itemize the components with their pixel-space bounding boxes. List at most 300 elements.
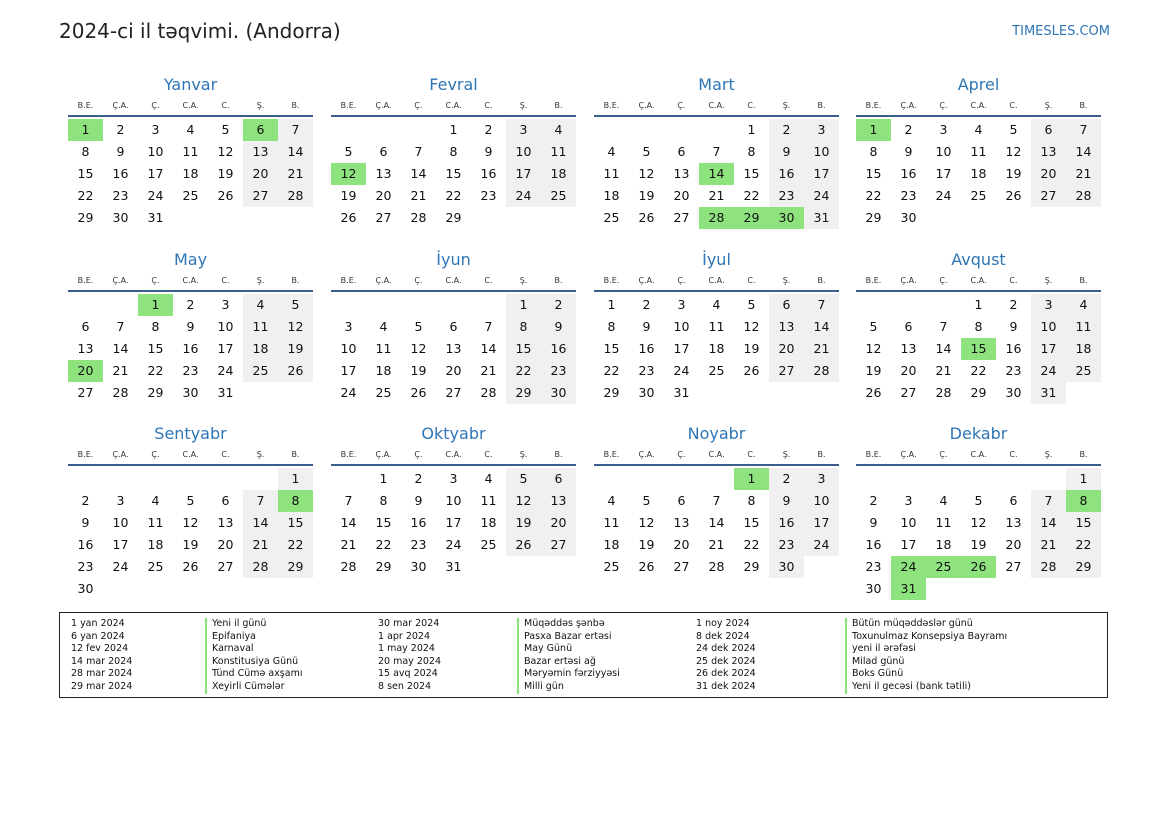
holiday-name: Toxunulmaz Konsepsiya Bayramı xyxy=(845,631,1007,644)
day-cell: 3 xyxy=(116,493,125,508)
day-cell: 21 xyxy=(112,363,129,378)
holiday-name: Bazar ertəsi ağ xyxy=(517,656,620,669)
weekday-label: Ç.A. xyxy=(375,450,392,459)
day-cell: 18 xyxy=(970,166,987,181)
day-cell: 16 xyxy=(480,166,497,181)
day-cell: 28 xyxy=(1031,556,1066,578)
day-cell: 28 xyxy=(935,385,952,400)
day-cell: 13 xyxy=(1031,141,1066,163)
day-cell: 22 xyxy=(147,363,164,378)
day-cell: 22 xyxy=(865,188,882,203)
day-cell: 21 xyxy=(1031,534,1066,556)
day-cell: 2 xyxy=(1009,297,1018,312)
day-cell: 13 xyxy=(673,515,690,530)
weekday-header xyxy=(331,449,576,466)
weekday-label: C.A. xyxy=(182,276,199,285)
day-cell: 7 xyxy=(484,319,493,334)
empty-cell xyxy=(331,119,366,141)
day-cell: 4 xyxy=(379,319,388,334)
weekday-label: B.E. xyxy=(603,276,620,285)
day-cell: 16 xyxy=(112,166,129,181)
weekday-label: Ç.A. xyxy=(375,101,392,110)
day-cell: 28 xyxy=(708,559,725,574)
day-cell: 27 xyxy=(1005,559,1022,574)
day-cell: 10 xyxy=(900,515,917,530)
day-cell: 29 xyxy=(865,210,882,225)
month-dekabr xyxy=(856,423,1101,600)
day-cell: 28 xyxy=(410,210,427,225)
day-cell: 22 xyxy=(375,537,392,552)
day-cell: 20 xyxy=(445,363,462,378)
day-cell: 30 xyxy=(1005,385,1022,400)
weekday-label: Ş. xyxy=(256,450,265,459)
day-cell: 5 xyxy=(186,493,195,508)
day-cell: 19 xyxy=(638,188,655,203)
weekday-label: B. xyxy=(291,276,300,285)
day-cell: 28 xyxy=(112,385,129,400)
day-cell: 19 xyxy=(743,341,760,356)
weekday-label: Ç.A. xyxy=(900,101,917,110)
empty-cell xyxy=(891,294,926,316)
day-cell: 16 xyxy=(1005,341,1022,356)
day-cell: 21 xyxy=(708,188,725,203)
day-cell: 4 xyxy=(939,493,948,508)
weekday-label: C.A. xyxy=(182,101,199,110)
empty-cell xyxy=(366,294,401,316)
day-cell: 3 xyxy=(1031,294,1066,316)
day-cell: 22 xyxy=(445,188,462,203)
day-cell: 24 xyxy=(340,385,357,400)
day-cell: 5 xyxy=(869,319,878,334)
day-cell: 14 xyxy=(1031,512,1066,534)
holiday-date: 8 dek 2024 xyxy=(696,630,750,642)
weekday-label: C.A. xyxy=(970,101,987,110)
month-name: İyun xyxy=(436,250,471,269)
day-cell: 14 xyxy=(278,141,313,163)
day-cell: 9 xyxy=(484,144,493,159)
empty-cell xyxy=(103,468,138,490)
holiday-date: 12 fev 2024 xyxy=(71,643,129,655)
empty-cell xyxy=(173,468,208,490)
day-cell: 2 xyxy=(904,122,913,137)
day-cell: 18 xyxy=(1066,338,1101,360)
day-cell: 23 xyxy=(182,363,199,378)
day-cell: 2 xyxy=(769,468,804,490)
weekday-label: B. xyxy=(1079,101,1088,110)
day-cell: 10 xyxy=(1031,316,1066,338)
day-cell: 12 xyxy=(743,319,760,334)
day-cell: 6 xyxy=(677,493,686,508)
day-grid xyxy=(594,119,839,229)
day-cell: 24 xyxy=(506,185,541,207)
day-cell: 19 xyxy=(865,363,882,378)
weekday-label: B.E. xyxy=(865,276,882,285)
weekday-label: B. xyxy=(554,276,563,285)
month-i̇yun xyxy=(331,249,576,404)
day-cell: 19 xyxy=(340,188,357,203)
day-cell: 27 xyxy=(375,210,392,225)
weekday-label: Ç. xyxy=(151,450,160,459)
day-cell: 26 xyxy=(278,360,313,382)
day-cell: 31 xyxy=(217,385,234,400)
day-cell: 9 xyxy=(869,515,878,530)
day-cell: 3 xyxy=(677,297,686,312)
day-cell: 11 xyxy=(243,316,278,338)
day-cell: 18 xyxy=(147,537,164,552)
day-cell: 11 xyxy=(935,515,952,530)
day-cell: 7 xyxy=(344,493,353,508)
day-grid xyxy=(331,119,576,229)
day-cell: 20 xyxy=(375,188,392,203)
day-cell: 30 xyxy=(410,559,427,574)
day-cell: 13 xyxy=(375,166,392,181)
day-cell: 7 xyxy=(939,319,948,334)
holiday-day-cell: 26 xyxy=(961,556,996,578)
day-cell: 9 xyxy=(769,141,804,163)
day-cell: 19 xyxy=(1005,166,1022,181)
empty-cell xyxy=(401,294,436,316)
day-cell: 27 xyxy=(1031,185,1066,207)
day-cell: 3 xyxy=(221,297,230,312)
day-cell: 12 xyxy=(506,490,541,512)
day-cell: 4 xyxy=(712,297,721,312)
holiday-name: Məryəmin fərziyyəsi xyxy=(517,668,620,681)
day-cell: 16 xyxy=(77,537,94,552)
weekday-label: Ç.A. xyxy=(638,101,655,110)
holiday-date: 1 may 2024 xyxy=(378,643,435,655)
weekday-label: C.A. xyxy=(708,101,725,110)
day-cell: 4 xyxy=(151,493,160,508)
day-cell: 7 xyxy=(804,294,839,316)
weekday-label: B.E. xyxy=(77,276,94,285)
empty-cell xyxy=(856,294,891,316)
day-cell: 11 xyxy=(541,141,576,163)
day-cell: 13 xyxy=(769,316,804,338)
holiday-name: Xeyirli Cümələr xyxy=(205,681,302,694)
day-cell: 2 xyxy=(869,493,878,508)
empty-cell xyxy=(243,468,278,490)
day-cell: 13 xyxy=(217,515,234,530)
day-cell: 13 xyxy=(243,141,278,163)
day-grid xyxy=(331,294,576,404)
empty-cell xyxy=(926,294,961,316)
day-cell: 20 xyxy=(900,363,917,378)
day-cell: 14 xyxy=(243,512,278,534)
day-cell: 17 xyxy=(804,512,839,534)
holiday-date: 28 mar 2024 xyxy=(71,668,133,680)
day-cell: 26 xyxy=(340,210,357,225)
day-cell: 23 xyxy=(541,360,576,382)
month-aprel xyxy=(856,74,1101,229)
weekday-label: B. xyxy=(817,276,826,285)
weekday-header xyxy=(331,100,576,117)
day-cell: 14 xyxy=(935,341,952,356)
day-cell: 25 xyxy=(147,559,164,574)
day-cell: 24 xyxy=(112,559,129,574)
day-cell: 2 xyxy=(414,471,423,486)
day-cell: 13 xyxy=(1005,515,1022,530)
day-cell: 31 xyxy=(147,210,164,225)
weekday-label: C.A. xyxy=(445,450,462,459)
day-cell: 5 xyxy=(747,297,756,312)
day-cell: 25 xyxy=(541,185,576,207)
day-cell: 18 xyxy=(182,166,199,181)
day-cell: 20 xyxy=(217,537,234,552)
day-cell: 8 xyxy=(607,319,616,334)
weekday-label: Ş. xyxy=(519,101,528,110)
day-cell: 29 xyxy=(506,382,541,404)
empty-cell xyxy=(436,294,471,316)
day-grid xyxy=(594,468,839,578)
day-cell: 4 xyxy=(243,294,278,316)
day-cell: 2 xyxy=(642,297,651,312)
holiday-date: 1 noy 2024 xyxy=(696,618,750,629)
weekday-label: B.E. xyxy=(77,101,94,110)
day-cell: 17 xyxy=(804,163,839,185)
day-cell: 22 xyxy=(743,188,760,203)
month-noyabr xyxy=(594,423,839,578)
day-cell: 4 xyxy=(541,119,576,141)
day-cell: 26 xyxy=(506,534,541,556)
day-cell: 16 xyxy=(182,341,199,356)
day-cell: 10 xyxy=(217,319,234,334)
weekday-label: C.A. xyxy=(445,276,462,285)
day-cell: 1 xyxy=(1066,468,1101,490)
day-cell: 27 xyxy=(445,385,462,400)
day-cell: 12 xyxy=(638,515,655,530)
month-i̇yul xyxy=(594,249,839,404)
holiday-dates-column xyxy=(378,618,441,694)
day-cell: 8 xyxy=(506,316,541,338)
holiday-name: Tünd Cümə axşamı xyxy=(205,668,302,681)
day-cell: 22 xyxy=(77,188,94,203)
day-cell: 26 xyxy=(217,188,234,203)
month-name: Mart xyxy=(698,75,735,94)
weekday-label: Ç.A. xyxy=(112,101,129,110)
day-cell: 28 xyxy=(243,556,278,578)
day-cell: 10 xyxy=(340,341,357,356)
day-cell: 12 xyxy=(970,515,987,530)
day-cell: 5 xyxy=(642,493,651,508)
day-cell: 18 xyxy=(708,341,725,356)
empty-cell xyxy=(629,468,664,490)
holiday-day-cell: 31 xyxy=(891,578,926,600)
weekday-label: C. xyxy=(221,450,230,459)
day-cell: 2 xyxy=(81,493,90,508)
holiday-date: 8 sen 2024 xyxy=(378,680,432,692)
day-cell: 12 xyxy=(217,144,234,159)
day-cell: 1 xyxy=(379,471,388,486)
day-cell: 19 xyxy=(217,166,234,181)
day-cell: 3 xyxy=(804,119,839,141)
empty-cell xyxy=(926,468,961,490)
weekday-label: Ş. xyxy=(1044,101,1053,110)
day-cell: 29 xyxy=(445,210,462,225)
day-cell: 15 xyxy=(743,166,760,181)
day-cell: 12 xyxy=(865,341,882,356)
empty-cell xyxy=(629,119,664,141)
empty-cell xyxy=(68,468,103,490)
weekday-label: B.E. xyxy=(865,101,882,110)
day-cell: 26 xyxy=(1005,188,1022,203)
holiday-day-cell: 25 xyxy=(926,556,961,578)
month-name: Dekabr xyxy=(949,424,1008,443)
day-cell: 26 xyxy=(865,385,882,400)
month-avqust xyxy=(856,249,1101,404)
empty-cell xyxy=(331,468,366,490)
day-cell: 31 xyxy=(673,385,690,400)
day-cell: 15 xyxy=(865,166,882,181)
day-cell: 23 xyxy=(1005,363,1022,378)
day-cell: 8 xyxy=(869,144,878,159)
day-grid xyxy=(594,294,839,404)
weekday-label: Ç. xyxy=(414,101,423,110)
day-cell: 31 xyxy=(1031,382,1066,404)
day-cell: 3 xyxy=(344,319,353,334)
day-cell: 30 xyxy=(112,210,129,225)
day-cell: 29 xyxy=(77,210,94,225)
day-cell: 21 xyxy=(935,363,952,378)
holiday-day-cell: 29 xyxy=(734,207,769,229)
day-cell: 3 xyxy=(939,122,948,137)
day-cell: 30 xyxy=(77,581,94,596)
day-cell: 22 xyxy=(1066,534,1101,556)
day-cell: 21 xyxy=(804,338,839,360)
holiday-names-column xyxy=(845,618,1007,694)
day-cell: 30 xyxy=(182,385,199,400)
day-cell: 31 xyxy=(445,559,462,574)
weekday-header xyxy=(594,449,839,466)
holiday-name: yeni il ərəfəsi xyxy=(845,643,1007,656)
day-cell: 29 xyxy=(970,385,987,400)
day-cell: 24 xyxy=(804,534,839,556)
weekday-label: B.E. xyxy=(340,101,357,110)
day-grid xyxy=(68,468,313,600)
day-cell: 13 xyxy=(900,341,917,356)
day-cell: 24 xyxy=(445,537,462,552)
day-cell: 20 xyxy=(1031,163,1066,185)
day-cell: 5 xyxy=(642,144,651,159)
weekday-label: B. xyxy=(291,101,300,110)
day-cell: 15 xyxy=(147,341,164,356)
empty-cell xyxy=(594,468,629,490)
holiday-day-cell: 6 xyxy=(243,119,278,141)
day-cell: 9 xyxy=(414,493,423,508)
month-name: Yanvar xyxy=(163,75,218,94)
day-cell: 29 xyxy=(375,559,392,574)
weekday-label: Ç. xyxy=(677,450,686,459)
holiday-day-cell: 24 xyxy=(891,556,926,578)
weekday-label: C. xyxy=(747,101,756,110)
holiday-name: Müqəddəs şənbə xyxy=(517,618,620,631)
weekday-label: C. xyxy=(484,101,493,110)
empty-cell xyxy=(401,119,436,141)
day-cell: 3 xyxy=(904,493,913,508)
weekday-label: C. xyxy=(1009,276,1018,285)
day-cell: 25 xyxy=(1066,360,1101,382)
day-cell: 25 xyxy=(708,363,725,378)
weekday-header xyxy=(856,275,1101,292)
weekday-label: Ç.A. xyxy=(375,276,392,285)
weekday-label: Ç. xyxy=(414,450,423,459)
weekday-label: Ş. xyxy=(1044,276,1053,285)
day-cell: 10 xyxy=(445,493,462,508)
day-cell: 17 xyxy=(1031,338,1066,360)
day-grid xyxy=(68,294,313,404)
holiday-name: Yeni il gecəsi (bank tətili) xyxy=(845,681,1007,694)
day-cell: 30 xyxy=(769,556,804,578)
day-cell: 16 xyxy=(769,163,804,185)
day-cell: 3 xyxy=(449,471,458,486)
day-cell: 17 xyxy=(147,166,164,181)
brand-link[interactable]: TIMESLES.COM xyxy=(1012,24,1110,39)
day-cell: 14 xyxy=(112,341,129,356)
day-cell: 8 xyxy=(81,144,90,159)
weekday-label: C. xyxy=(747,276,756,285)
day-cell: 1 xyxy=(974,297,983,312)
weekday-header xyxy=(331,275,576,292)
day-cell: 6 xyxy=(1009,493,1018,508)
holiday-name: Yeni il günü xyxy=(205,618,302,631)
month-fevral xyxy=(331,74,576,229)
day-cell: 29 xyxy=(743,559,760,574)
day-cell: 26 xyxy=(182,559,199,574)
empty-cell xyxy=(664,468,699,490)
weekday-label: B.E. xyxy=(77,450,94,459)
day-cell: 15 xyxy=(603,341,620,356)
day-cell: 24 xyxy=(673,363,690,378)
day-cell: 27 xyxy=(77,385,94,400)
day-cell: 5 xyxy=(221,122,230,137)
day-cell: 16 xyxy=(769,512,804,534)
empty-cell xyxy=(664,119,699,141)
empty-cell xyxy=(891,468,926,490)
day-cell: 25 xyxy=(375,385,392,400)
holiday-date: 24 dek 2024 xyxy=(696,643,756,655)
empty-cell xyxy=(208,468,243,490)
weekday-label: B.E. xyxy=(865,450,882,459)
day-cell: 23 xyxy=(480,188,497,203)
holiday-day-cell: 28 xyxy=(699,207,734,229)
day-cell: 24 xyxy=(1031,360,1066,382)
day-cell: 9 xyxy=(541,316,576,338)
weekday-label: Ş. xyxy=(782,276,791,285)
day-cell: 11 xyxy=(1066,316,1101,338)
month-sentyabr xyxy=(68,423,313,600)
day-cell: 2 xyxy=(186,297,195,312)
weekday-label: B. xyxy=(817,101,826,110)
day-cell: 20 xyxy=(673,188,690,203)
day-cell: 15 xyxy=(375,515,392,530)
day-cell: 7 xyxy=(1031,490,1066,512)
day-cell: 10 xyxy=(112,515,129,530)
empty-cell xyxy=(699,119,734,141)
day-cell: 6 xyxy=(81,319,90,334)
day-cell: 27 xyxy=(900,385,917,400)
day-cell: 15 xyxy=(743,515,760,530)
day-cell: 10 xyxy=(147,144,164,159)
weekday-label: Ş. xyxy=(519,276,528,285)
day-cell: 29 xyxy=(147,385,164,400)
day-cell: 23 xyxy=(769,534,804,556)
month-yanvar xyxy=(68,74,313,229)
holiday-name: Bütün müqəddəslər günü xyxy=(845,618,1007,631)
holiday-day-cell: 12 xyxy=(331,163,366,185)
day-cell: 4 xyxy=(1066,294,1101,316)
weekday-label: Ş. xyxy=(782,450,791,459)
day-cell: 15 xyxy=(506,338,541,360)
day-cell: 24 xyxy=(804,185,839,207)
